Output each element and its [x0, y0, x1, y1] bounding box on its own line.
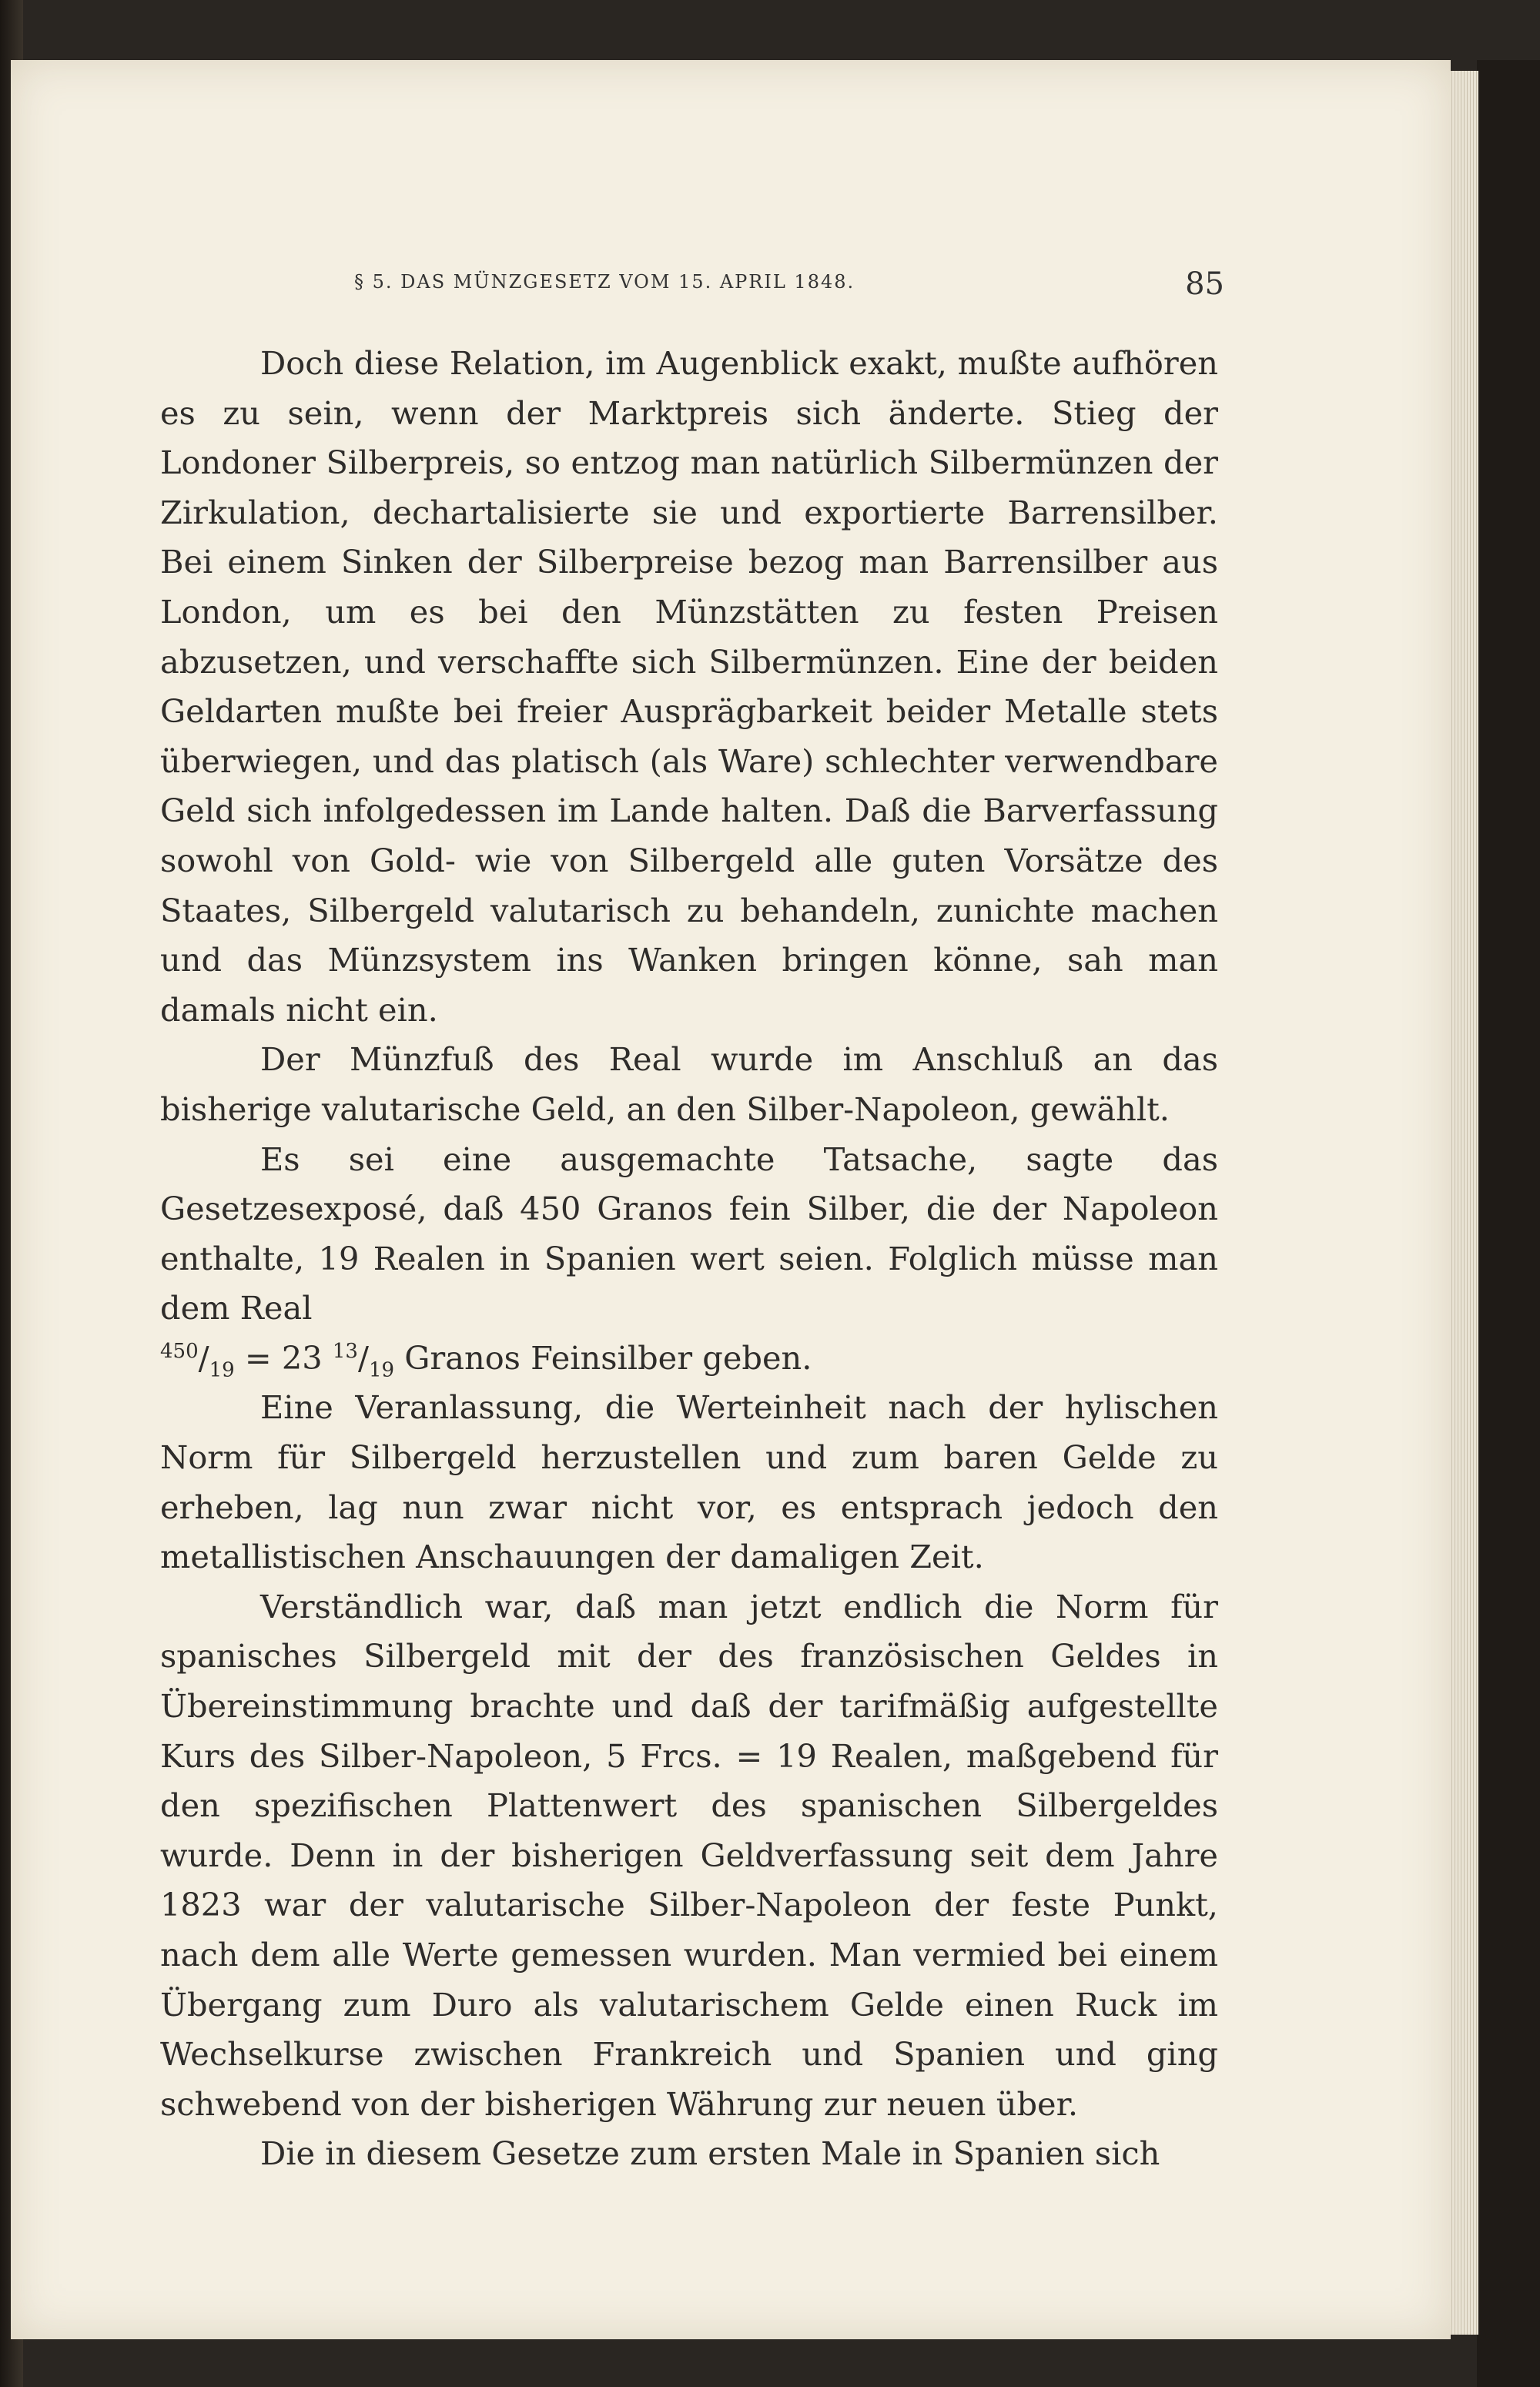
paragraph-1: Doch diese Relation, im Augenblick exakt, mußte aufhören es zu sein, wenn der Marktpreis sich änderte. Stieg der Londoner Silberpreis, so entzog man natürlich Silbermünzen der Zirkulation, dechartalisierte sie und exportierte Barrensilber. Bei einem Sinken der Silberpreise bezog man Barrensilber aus London, um es bei den Münzstätten zu festen Preisen abzusetzen, und verschaffte sich Silbermünzen. Eine der beiden Geldarten mußte bei freier Ausprägbarkeit beider Metalle stets überwiegen, und das platisch (als Ware) schlechter verwendbare Geld sich infolgedessen im Lande halten. Daß die Barverfassung sowohl von Gold- wie von Silbergeld alle guten Vorsätze des Staates, Silbergeld valutarisch zu behandeln, zunichte machen und das Münzsystem ins Wanken bringen könne, sah man damals nicht ein. — [160, 344, 1218, 1029]
page-number: 85 — [1185, 266, 1224, 302]
scan-background-right — [1477, 60, 1540, 2387]
body-text — [160, 339, 1218, 2179]
fraction-1-numerator: 450 — [160, 1340, 199, 1364]
paragraph-3: Es sei eine ausgemachte Tatsache, sagte das Gesetzesexposé, daß 450 Granos fein Silber, die der Napoleon enthalte, 19 Realen in Spanien wert seien. Folglich müsse man dem Real — [160, 1140, 1218, 1327]
running-header — [354, 266, 1224, 317]
formula-equals: = 23 — [234, 1338, 333, 1377]
fraction-2-numerator: 13 — [332, 1340, 358, 1364]
formula-tail: Granos Feinsilber geben. — [394, 1338, 812, 1377]
paragraph-4: Eine Veranlassung, die Werteinheit nach der hylischen Norm für Silbergeld herzustellen und zum baren Gelde zu erheben, lag nun zwar nicht vor, es entsprach jedoch den metallistischen Anschauungen der damaligen Zeit. — [160, 1388, 1218, 1576]
fraction-1-denominator: 19 — [209, 1358, 235, 1382]
paragraph-6: Die in diesem Gesetze zum ersten Male in Spanien sich — [260, 2134, 1160, 2173]
fraction-2-denominator: 19 — [368, 1358, 395, 1382]
formula-line: $^{450}/_{19} = 23$ $^{13}/_{19}$ Granos Feinsilber geben. — [160, 1338, 812, 1382]
running-title: § 5. DAS MÜNZGESETZ VOM 15. APRIL 1848. — [354, 271, 855, 293]
paragraph-2: Der Münzfuß des Real wurde im Anschluß an das bisherige valutarische Geld, an den Silber-Napoleon, gewählt. — [160, 1040, 1218, 1128]
paragraph-5: Verständlich war, daß man jetzt endlich die Norm für spanisches Silbergeld mit der des französischen Geldes in Übereinstimmung brachte und daß der tarifmäßig aufgestellte Kurs des Silber-Napoleon, 5 Frcs. = 19 Realen, maßgebend für den spezifischen Plattenwert des spanischen Silbergeldes wurde. Denn in der bisherigen Geldverfassung seit dem Jahre 1823 war der valutarische Silber-Napoleon der feste Punkt, nach dem alle Werte gemessen wurden. Man vermied bei einem Übergang zum Duro als valutarischem Gelde einen Ruck im Wechselkurse zwischen Frankreich und Spanien und ging schwebend von der bisherigen Währung zur neuen über. — [160, 1587, 1218, 2123]
